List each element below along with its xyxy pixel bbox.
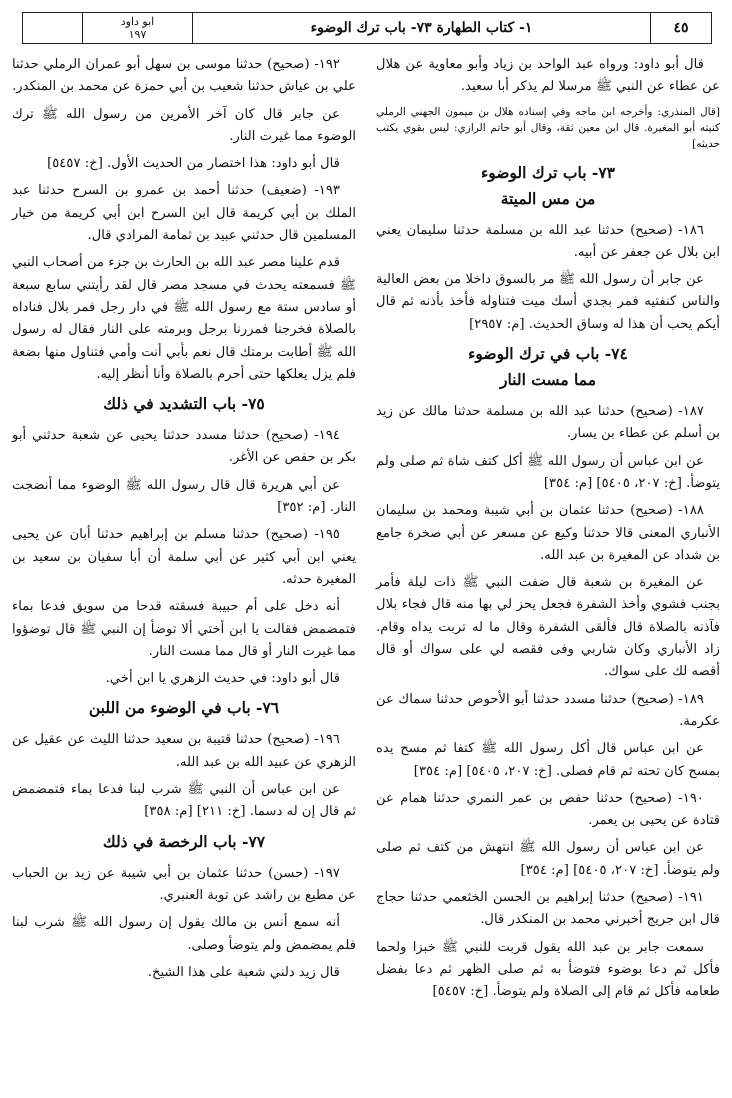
header-blank-cell: [23, 13, 83, 43]
hadith-chain-186: ١٨٦- (صحيح) حدثنا عبد الله بن مسلمة حدثنا سليمان يعني ابن بلال عن جعفر عن أبيه.: [376, 222, 720, 260]
heading-line: ٧٣- باب ترك الوضوء: [480, 162, 616, 182]
hadith-text-186: عن جابر أن رسول الله ﷺ مر بالسوق داخلا من بعض العالية والناس كنفتيه فمر بجدي أسك ميت فتناوله فأخذ بأذنه ثم قال أيكم يحب أن هذا له وساق الحديث. [م: ٢٩٥٧]: [376, 272, 720, 332]
hadith-text-189: عن ابن عباس قال أكل رسول الله ﷺ كتفا ثم مسح يده بمسح كان تحته ثم قام فصلى. [خ: ٢٠٧، ٥٤٠٥] [م: ٣٥٤]: [376, 741, 720, 779]
hadith-chain-191: ١٩١- (صحيح) حدثنا إبراهيم بن الحسن الخثعمي حدثنا حجاج قال ابن جريج أخبرني محمد بن المنكدر قال.: [376, 890, 720, 928]
hadith-text-187: عن ابن عباس أن رسول الله ﷺ أكل كتف شاة ثم صلى ولم يتوضأ. [خ: ٢٠٧، ٥٤٠٥] [م: ٣٥٤]: [376, 453, 720, 491]
book-page: [12, 12, 720, 1090]
hadith-chain-193: ١٩٣- (ضعيف) حدثنا أحمد بن عمرو بن السرح حدثنا عبد الملك بن أبي كريمة قال ابن السرح ابن أبي كريمة من خيار المسلمين قال حدثني عبيد بن ثمامة المرادي قال.: [12, 183, 356, 244]
paragraph: قال أبو داود: ورواه عبد الواحد بن زياد وأبو معاوية عن هلال عن عطاء عن النبي ﷺ مرسلا لم يذكر أبا سعيد.: [376, 57, 720, 95]
header-book-cell: [83, 13, 193, 43]
right-column: [376, 54, 720, 1090]
hadith-chain-189: ١٨٩- (صحيح) حدثنا مسدد حدثنا أبو الأحوص حدثنا سماك عن عكرمة.: [376, 691, 720, 729]
hadith-text-192: عن جابر قال كان آخر الأمرين من رسول الله ﷺ ترك الوضوء مما غيرت النار.: [12, 106, 356, 144]
header-volume: ١٩٧: [128, 28, 147, 41]
chapter-heading-75: ٧٥- باب التشديد في ذلك: [103, 394, 265, 414]
hadith-chain-187: ١٨٧- (صحيح) حدثنا عبد الله بن مسلمة حدثنا مالك عن زيد بن أسلم عن عطاء بن يسار.: [376, 404, 720, 442]
hadith-chain-188: ١٨٨- (صحيح) حدثنا عثمان بن أبي شيبة ومحمد بن سليمان الأنباري المعنى قالا حدثنا وكيع عن مسعر عن أبي صخرة جامع بن شداد عن المغيرة بن عبد الله.: [376, 503, 720, 563]
hadith-text-193: قدم علينا مصر عبد الله بن الحارث بن جزء من أصحاب النبي ﷺ فسمعته يحدث في مسجد مصر قال لقد رأيتني سابع سبعة أو سادس ستة مع رسول الله ﷺ في دار رجل فمر بلال فناداه بالصلاة فخرجنا فمررنا برجل وبرمته على النار فقال له رسول الله ﷺ أطابت برمتك قال نعم بأبي أنت وأمي فتناول منها بضعة فلم يزل يعلكها حتى أحرم بالصلاة وأنا أنظر إليه.: [12, 255, 356, 382]
narrator-comment: قال زيد دلني شعبة على هذا الشيخ.: [147, 964, 340, 980]
hadith-text-188: عن المغيرة بن شعبة قال ضفت النبي ﷺ ذات ليلة فأمر بجنب فشوي وأخذ الشفرة فجعل يحز لي بها منه قال فجاء بلال فآذنه بالصلاة قال فألقى الشفرة وقال ما له تربت يداه وقام. زاد الأنباري وكان شاربي وفى فقصه لي على سواك أو قال أقصه لك على سواك.: [376, 575, 720, 680]
hadith-text-195: أنه دخل على أم حبيبة فسقته قدحا من سويق فدعا بماء فتمضمض فقالت يا ابن أختي ألا توضأ إن النبي ﷺ قال توضؤوا مما غيرت النار أو قال مما مست النار.: [12, 599, 356, 659]
abu-dawud-comment: قال أبو داود: هذا اختصار من الحديث الأول. [خ: ٥٤٥٧]: [47, 156, 340, 172]
hadith-chain-197: ١٩٧- (حسن) حدثنا عثمان بن أبي شيبة عن زيد بن الحباب عن مطيع بن راشد عن توبة العنبري.: [12, 865, 356, 903]
chapter-heading-73: [376, 160, 720, 212]
hadith-chain-196: ١٩٦- (صحيح) حدثنا قتيبة بن سعيد حدثنا الليث عن عقيل عن الزهري عن عبيد الله بن عبد الله.: [12, 732, 356, 770]
heading-line: مما مست النار: [499, 370, 597, 390]
text-columns: [12, 54, 720, 1090]
hadith-chain-195: ١٩٥- (صحيح) حدثنا مسلم بن إبراهيم حدثنا أبان عن يحيى يعني ابن أبي كثير عن أبي سلمة أن أبا سفيان بن سعيد بن المغيرة حدثه.: [12, 527, 356, 587]
hadith-text-191: سمعت جابر بن عبد الله يقول قربت للنبي ﷺ خبزا ولحما فأكل ثم دعا بوضوء فتوضأ به ثم صلى الظهر ثم دعا بفضل طعامه فأكل ثم قام إلى الصلاة ولم يتوضأ. [خ: ٥٤٥٧]: [376, 939, 720, 1000]
header-book-name: ابو داود: [120, 15, 155, 28]
hadith-text-196: عن ابن عباس أن النبي ﷺ شرب لبنا فدعا بماء فتمضمض ثم قال إن له دسما. [خ: ٢١١] [م: ٣٥٨]: [12, 782, 356, 820]
hadith-chain-192: ١٩٢- (صحيح) حدثنا موسى بن سهل أبو عمران الرملي حدثنا علي بن عياش حدثنا شعيب بن أبي حمزة عن محمد بن المنكدر.: [12, 57, 356, 95]
hadith-text-194: عن أبي هريرة قال قال رسول الله ﷺ الوضوء مما أنضجت النار. [م: ٣٥٢]: [12, 477, 356, 516]
hadith-chain-190: ١٩٠- (صحيح) حدثنا حفص بن عمر النمري حدثنا همام عن قتادة عن يحيى بن يعمر.: [376, 790, 720, 829]
heading-line: من مس الميتة: [500, 188, 596, 208]
header-page-number: ٤٥: [673, 20, 689, 36]
chapter-heading-74: [376, 341, 720, 393]
page-header: [22, 12, 712, 44]
left-column: [12, 54, 356, 1090]
chapter-heading-76: ٧٦- باب في الوضوء من اللبن: [88, 698, 280, 718]
hadith-text-190: عن ابن عباس أن رسول الله ﷺ انتهش من كتف ثم صلى ولم يتوضأ. [خ: ٢٠٧، ٥٤٠٥] [م: ٣٥٤]: [376, 840, 720, 878]
chapter-heading-77: ٧٧- باب الرخصة في ذلك: [102, 831, 266, 851]
hadith-chain-194: ١٩٤- (صحيح) حدثنا مسدد حدثنا يحيى عن شعبة حدثني أبو بكر بن حفص عن الأغر.: [12, 428, 356, 466]
hadith-text-197: أنه سمع أنس بن مالك يقول إن رسول الله ﷺ شرب لبنا فلم يمضمض ولم يتوضأ وصلى.: [12, 915, 356, 953]
abu-dawud-comment: قال أبو داود: في حديث الزهري يا ابن أخي.: [105, 671, 340, 687]
footnote: [قال المنذري: وأخرجه ابن ماجه وفي إسناده هلال بن ميمون الجهني الرملي كنيته أبو المغيرة. قال ابن معين ثقة، وقال أبو حاتم الرازي: ليس بقوي يكتب حديثه]: [376, 105, 720, 150]
header-chapter-title: ١- كتاب الطهارة ٧٣- باب ترك الوضوء: [193, 13, 651, 43]
heading-line: ٧٤- باب في ترك الوضوء: [468, 344, 628, 364]
